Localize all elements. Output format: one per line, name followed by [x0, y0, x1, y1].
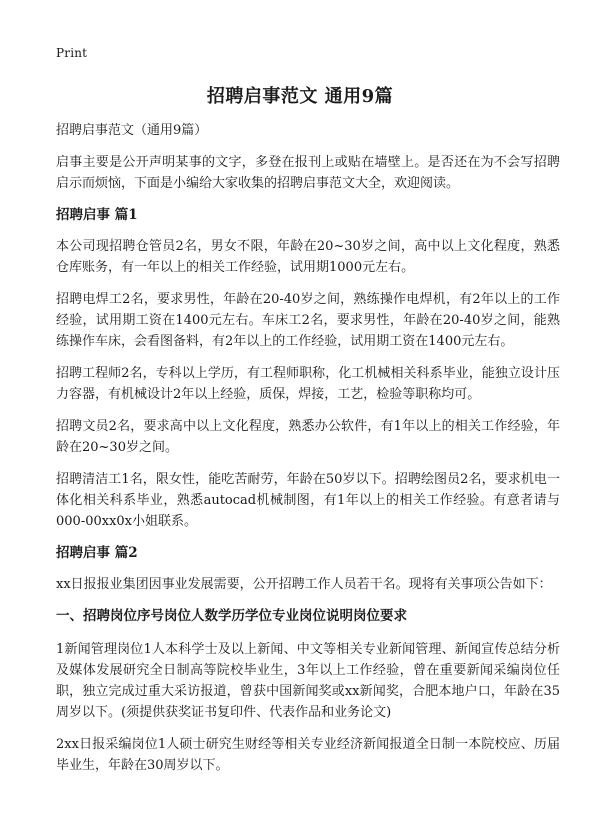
- section-heading-2: 招聘启事 篇2: [56, 545, 138, 561]
- paragraph: 招聘文员2名，要求高中以上文化程度，熟悉办公软件，有1年以上的相关工作经验，年龄在20~30岁之间。: [56, 419, 560, 455]
- document-body: [56, 120, 560, 787]
- page-title: 招聘启事范文 通用9篇: [206, 86, 394, 107]
- paragraph: 招聘工程师2名，专科以上学历，有工程师职称，化工机械相关科系毕业，能独立设计压力容器，有机械设计2年以上经验，质保，焊接，工艺，检验等职称均可。: [56, 366, 560, 402]
- paragraph: 1新闻管理岗位1人本科学士及以上新闻、中文等相关专业新闻管理、新闻宣传总结分析及媒体发展研究全日制高等院校毕业生，3年以上工作经验，曾在重要新闻采编岗位任职，独立完成过重大采访报道，曾获中国新闻奖或xx新闻奖，合肥本地户口，年龄在35周岁以下。(须提供获奖证书复印件、代表作品和业务论文): [56, 642, 560, 720]
- print-link[interactable]: Print: [56, 46, 88, 60]
- paragraph: 招聘电焊工2名，要求男性，年龄在20-40岁之间，熟练操作电焊机，有2年以上的工作经验，试用期工资在1400元左右。车床工2名，要求男性，年龄在20-40岁之间，能熟练操作车床，会看图备料，有2年以上的工作经验，试用期工资在1400元左右。: [56, 292, 560, 349]
- section-heading-1: 招聘启事 篇1: [56, 207, 138, 223]
- subsection-heading: 一、招聘岗位序号岗位人数学历学位专业岗位说明岗位要求: [56, 608, 407, 624]
- paragraph: 2xx日报采编岗位1人硕士研究生财经等相关专业经济新闻报道全日制一本院校应、历届毕业生，年龄在30周岁以下。: [56, 737, 560, 773]
- paragraph: 本公司现招聘仓管员2名，男女不限，年龄在20~30岁之间，高中以上文化程度，熟悉仓库账务，有一年以上的相关工作经验，试用期1000元左右。: [56, 239, 560, 275]
- paragraph: xx日报报业集团因事业发展需要，公开招聘工作人员若干名。现将有关事项公告如下：: [56, 577, 552, 592]
- intro-paragraph: 启事主要是公开声明某事的文字，多登在报刊上或贴在墙壁上。是否还在为不会写招聘启示而烦恼，下面是小编给大家收集的招聘启事范文大全，欢迎阅读。: [56, 155, 560, 191]
- paragraph: 招聘清洁工1名，限女性，能吃苦耐劳，年龄在50岁以下。招聘绘图员2名，要求机电一体化相关科系毕业，熟悉autocad机械制图，有1年以上的相关工作经验。有意者请与000-00xx0x小姐联系。: [56, 472, 560, 529]
- document-subtitle: 招聘启事范文（通用9篇）: [56, 123, 208, 138]
